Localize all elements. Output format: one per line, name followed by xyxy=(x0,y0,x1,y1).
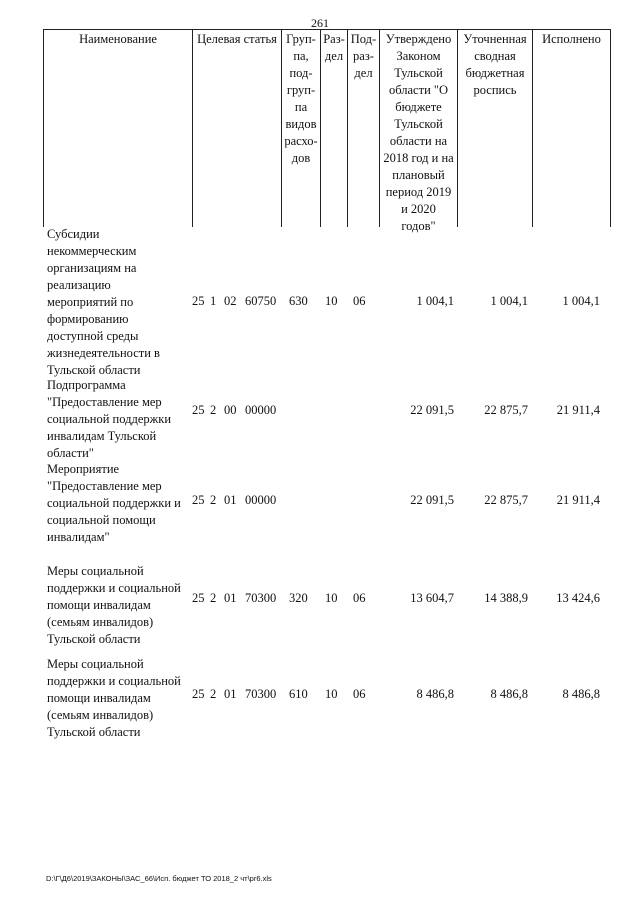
expense-group: 320 xyxy=(289,591,308,605)
executed-value: 21 911,4 xyxy=(556,403,600,417)
row-name: Меры социальной поддержки и социальной помощи инвалидам (семьям инвалидов) Тульской области xyxy=(47,657,181,739)
header-refined: Уточненная сводная бюджетная роспись xyxy=(457,30,532,227)
executed-value: 1 004,1 xyxy=(562,294,600,308)
row-name: Меры социальной поддержки и социальной помощи инвалидам (семьям инвалидов) Тульской области xyxy=(47,564,181,646)
table-header xyxy=(43,29,611,233)
section: 10 xyxy=(325,294,338,308)
cs-program: 25 xyxy=(192,403,205,417)
cs-direction: 60750 xyxy=(245,294,277,308)
cs-direction: 70300 xyxy=(245,591,277,605)
row-name: Мероприятие "Предоставление мер социальной поддержки и социальной помощи инвалидам" xyxy=(47,462,181,544)
executed-value: 13 424,6 xyxy=(556,591,600,605)
refined-value: 22 875,7 xyxy=(484,403,528,417)
cs-direction: 00000 xyxy=(245,493,277,507)
header-approved: Утверждено Законом Тульской области "О бюджете Тульской области на 2018 год и на плановый период 2019 и 2020 годов" xyxy=(379,30,457,227)
cs-direction: 00000 xyxy=(245,403,277,417)
page-number: 261 xyxy=(311,16,329,30)
subsection: 06 xyxy=(353,591,366,605)
refined-value: 14 388,9 xyxy=(484,591,528,605)
header-name: Наименование xyxy=(79,32,157,46)
approved-value: 8 486,8 xyxy=(416,687,454,701)
approved-value: 22 091,5 xyxy=(410,493,454,507)
cs-subprogram: 2 xyxy=(210,493,217,507)
cs-event: 01 xyxy=(224,493,237,507)
expense-group: 610 xyxy=(289,687,308,701)
header-section: Раз- дел xyxy=(320,30,347,227)
cs-event: 01 xyxy=(224,591,237,605)
header-expense-group: Груп- па, под- груп- па видов расхо- дов xyxy=(281,30,320,227)
cs-subprogram: 2 xyxy=(210,403,217,417)
refined-value: 8 486,8 xyxy=(490,687,528,701)
row-name: Субсидии некоммерческим организациям на реализацию мероприятий по формированию доступной среды жизнедеятельности в Тульской области xyxy=(47,227,160,377)
subsection: 06 xyxy=(353,294,366,308)
cs-program: 25 xyxy=(192,687,205,701)
cs-program: 25 xyxy=(192,294,205,308)
approved-value: 13 604,7 xyxy=(410,591,454,605)
cs-subprogram: 2 xyxy=(210,687,217,701)
cs-event: 00 xyxy=(224,403,237,417)
refined-value: 22 875,7 xyxy=(484,493,528,507)
header-target-article: Целевая статья xyxy=(192,30,281,227)
section: 10 xyxy=(325,687,338,701)
cs-program: 25 xyxy=(192,591,205,605)
refined-value: 1 004,1 xyxy=(490,294,528,308)
cs-event: 01 xyxy=(224,687,237,701)
row-name: Подпрограмма "Предоставление мер социальной поддержки инвалидам Тульской области" xyxy=(47,378,172,460)
file-path-footer: D:\Г\Д6\2019\ЗАКОНЫ\ЗАС_66\Исп. бюджет ТО 2018_2 чт\pr6.xls xyxy=(46,874,272,883)
approved-value: 1 004,1 xyxy=(416,294,454,308)
header-subsection: Под- раз- дел xyxy=(347,30,379,227)
approved-value: 22 091,5 xyxy=(410,403,454,417)
cs-direction: 70300 xyxy=(245,687,277,701)
cs-event: 02 xyxy=(224,294,237,308)
section: 10 xyxy=(325,591,338,605)
cs-subprogram: 1 xyxy=(210,294,217,308)
subsection: 06 xyxy=(353,687,366,701)
cs-subprogram: 2 xyxy=(210,591,217,605)
header-executed: Исполнено xyxy=(532,30,610,227)
executed-value: 21 911,4 xyxy=(556,493,600,507)
expense-group: 630 xyxy=(289,294,308,308)
executed-value: 8 486,8 xyxy=(562,687,600,701)
cs-program: 25 xyxy=(192,493,205,507)
